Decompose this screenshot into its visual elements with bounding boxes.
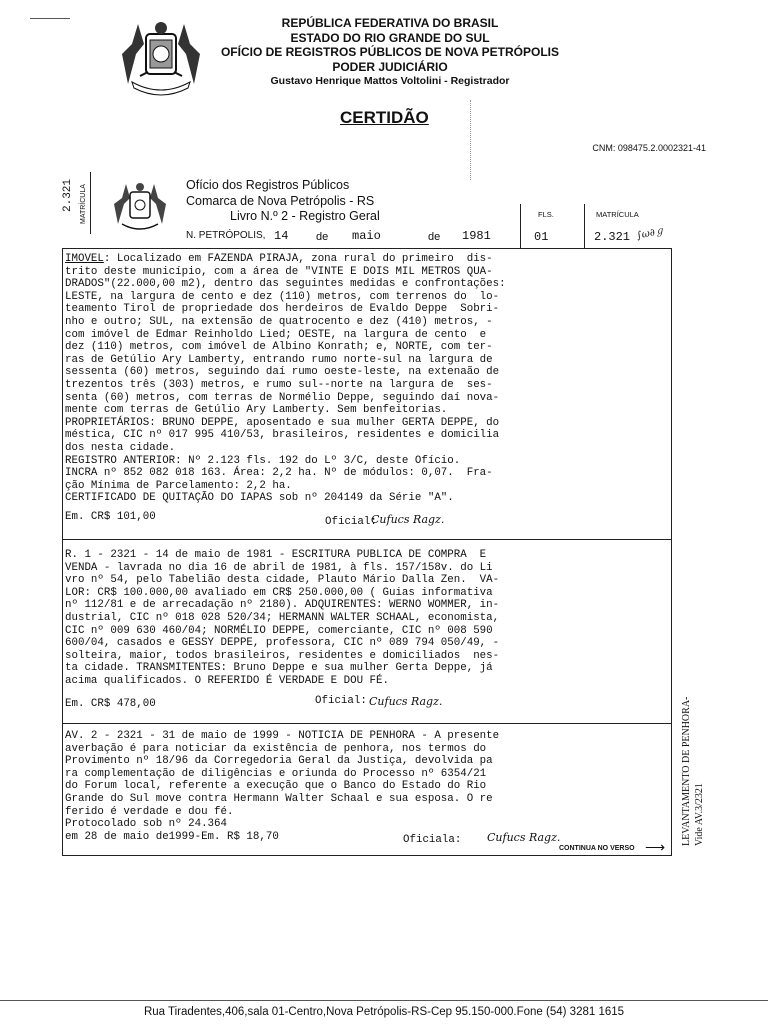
divider-2 (63, 723, 671, 724)
fls-column-line (520, 204, 521, 248)
date-line (186, 230, 265, 241)
registry-office-block (186, 178, 380, 225)
date-place: N. PETRÓPOLIS, (186, 230, 266, 241)
r1-entry: R. 1 - 2321 - 14 de maio de 1981 - ESCRITURA PÚBLICA DE COMPRA E VENDA - lavrada no dia 16 de abril de 1981, à fls. 157/158v. do Li vro nº 54, pelo Tabelião desta cidade, Plauto Mário Dalla Zen. VA- LOR: CR$ 100.000,00 avaliado em CR$ 250.000,00 ( Guias informativa nº 112/81 e de arrecadação nº 2180). ADQUIRENTES: WERNO WOMMER, in- dustrial, CIC nº 018 028 520/34; HERMANN WALTER SCHAAL, economista, CIC nº 009 630 460/04; NORMÉLIO DEPPE, comerciante, CIC nº 008 590 600/04, casados e GESSY DEPPE, professora, CIC nº 089 794 050/49, - solteira, maior, todos brasileiros, residentes e domiciliados nes- ta cidade. TRANSMITENTES: Bruno Deppe e sua mulher Gerta Deppe, já acima qualificados. O REFERIDO É VERDADE E DOU FÉ. (65, 549, 500, 687)
side-matricula-number: 2.321 (62, 178, 74, 212)
record-box (62, 248, 672, 856)
imovel-entry (65, 253, 669, 505)
imovel-em: Em. CR$ 101,00 (65, 511, 156, 523)
office-name: Ofício dos Registros Públicos (186, 178, 350, 192)
scan-artifact (470, 100, 471, 180)
side-matricula-line (90, 172, 91, 234)
header-line-office: OFÍCIO DE REGISTROS PÚBLICOS DE NOVA PETRÓPOLIS (220, 45, 560, 59)
document-title: CERTIDÃO (340, 108, 429, 127)
small-coat-of-arms-icon (112, 178, 168, 234)
header-line-judiciary: PODER JUDICIÁRIO (332, 59, 448, 74)
matricula-column-line (584, 204, 585, 248)
matricula-value: 2.321 (594, 230, 631, 244)
side-note-penhora: LEVANTAMENTO DE PENHORA-Vide AV.3/2321 (681, 696, 705, 846)
av2-oficiala-label: Oficiala: (403, 834, 462, 846)
cnm-number: CNM: 098475.2.0002321-41 (592, 143, 706, 153)
av2-oficiala-signature: Cufucs Ragz. (487, 831, 561, 844)
divider-1 (63, 539, 671, 540)
footer-divider (0, 1000, 768, 1001)
r1-oficial-label: Oficial: (315, 695, 367, 707)
imovel-text: : Localizado em FAZENDA PIRAJÁ, zona rural do primeiro dis- trito deste município, com a área de "VINTE E DOIS MIL METROS QUA- DRADOS"(22.000,00 m2), dentro das seguintes medidas e confrontações: LESTE, na largura de cento e dez (110) metros, com terrenos do lo- teamento Tirol de propriedade dos herdeiros de Evaldo Deppe Sobri- nho e outro; SUL, na extensão de quatrocento e dez (410) metros, - com imóvel de Edmar Reinholdo Lied; OESTE, na largura de cento e dez (110) metros, com imóvel de Albino Konrath; e, NORTE, com ter- ras de Getúlio Ary Lamberty, entrando rumo norte-sul na largura de sessenta (60) metros, seguindo daí rumo oeste-leste, na extenaão de trezentos três (303) metros, e rumo sul--norte na largura de ses- senta (60) metros, com terras de Normélio Deppe, seguindo daí nova- mente com terras de Getúlio Ary Lamberty. Sem benfeitorias. PROPRIETÁRIOS: BRUNO DEPPE, aposentado e sua mulher GERTA DEPPE, do méstica, CIC nº 017 995 410/53, brasileiros, residentes e domicilia dos nesta cidade. REGISTRO ANTERIOR: Nº 2.123 fls. 192 do Lº 3/C, deste Ofício. INCRA nº 852 082 018 163. Área: 2,2 ha. Nº de módulos: 0,07. Fra- ção Mínima de Parcelamento: 2,2 ha. CERTIFICADO DE QUITAÇÃO DO IAPAS sob nº 204149 da Série "A". (65, 253, 506, 505)
header-line-republic: REPÚBLICA FEDERATIVA DO BRASIL (281, 16, 499, 30)
av2-entry: AV. 2 - 2321 - 31 de maio de 1999 - NOTÍCIA DE PENHORA - A presente averbação é para noticiar da existência de penhora, nos termos do Provimento nº 18/96 da Corregedoria Geral da Justiça, devolvida pa ra complementação de diligências e oriunda do Processo nº 6354/21 do Forum local, referente a execução que o Banco do Estado do Rio Grande do Sul move contra Hermann Walter Schaal e sua esposa. O re ferido é verdade e dou fé. Protocolado sob nº 24.364 em 28 de maio de1999-Em. R$ 18,70 (65, 730, 500, 843)
footer-address: Rua Tiradentes,406,sala 01-Centro,Nova Petrópolis-RS-Cep 95.150-000.Fone (54) 3281 1615 (143, 1006, 625, 1018)
coat-of-arms-icon (118, 14, 204, 98)
institution-header (200, 16, 580, 89)
imovel-oficial-signature: Cufucs Ragz. (371, 513, 445, 526)
date-day: 14 (274, 229, 289, 243)
office-district: Comarca de Nova Petrópolis - RS (186, 193, 375, 208)
office-book: Livro N.º 2 - Registro Geral (230, 209, 380, 223)
header-initials-signature: ∫ω∂ℊ (635, 225, 666, 242)
header-line-state: ESTADO DO RIO GRANDE DO SUL (290, 30, 490, 45)
imovel-oficial-label: Oficial: (325, 516, 377, 528)
header-line-registrar: Gustavo Henrique Mattos Voltolini - Registrador (270, 75, 510, 87)
side-matricula-label: MATRÍCULA (80, 184, 87, 224)
imovel-label: IMÓVEL (65, 253, 104, 265)
date-de-1: de (316, 231, 329, 243)
date-de-2: de (428, 231, 441, 243)
fls-label: FLS. (538, 210, 554, 219)
date-year: 1981 (462, 229, 491, 243)
r1-oficial-signature: Cufucs Ragz. (369, 695, 443, 708)
matricula-column-label: MATRÍCULA (596, 210, 639, 219)
scan-mark (30, 18, 70, 19)
r1-em: Em. CR$ 478,00 (65, 698, 156, 710)
continue-arrow-icon: ⟶ (645, 839, 666, 855)
fls-value: 01 (534, 230, 549, 244)
date-month: maio (352, 229, 381, 243)
continua-no-verso: CONTINUA NO VERSO (559, 845, 635, 852)
